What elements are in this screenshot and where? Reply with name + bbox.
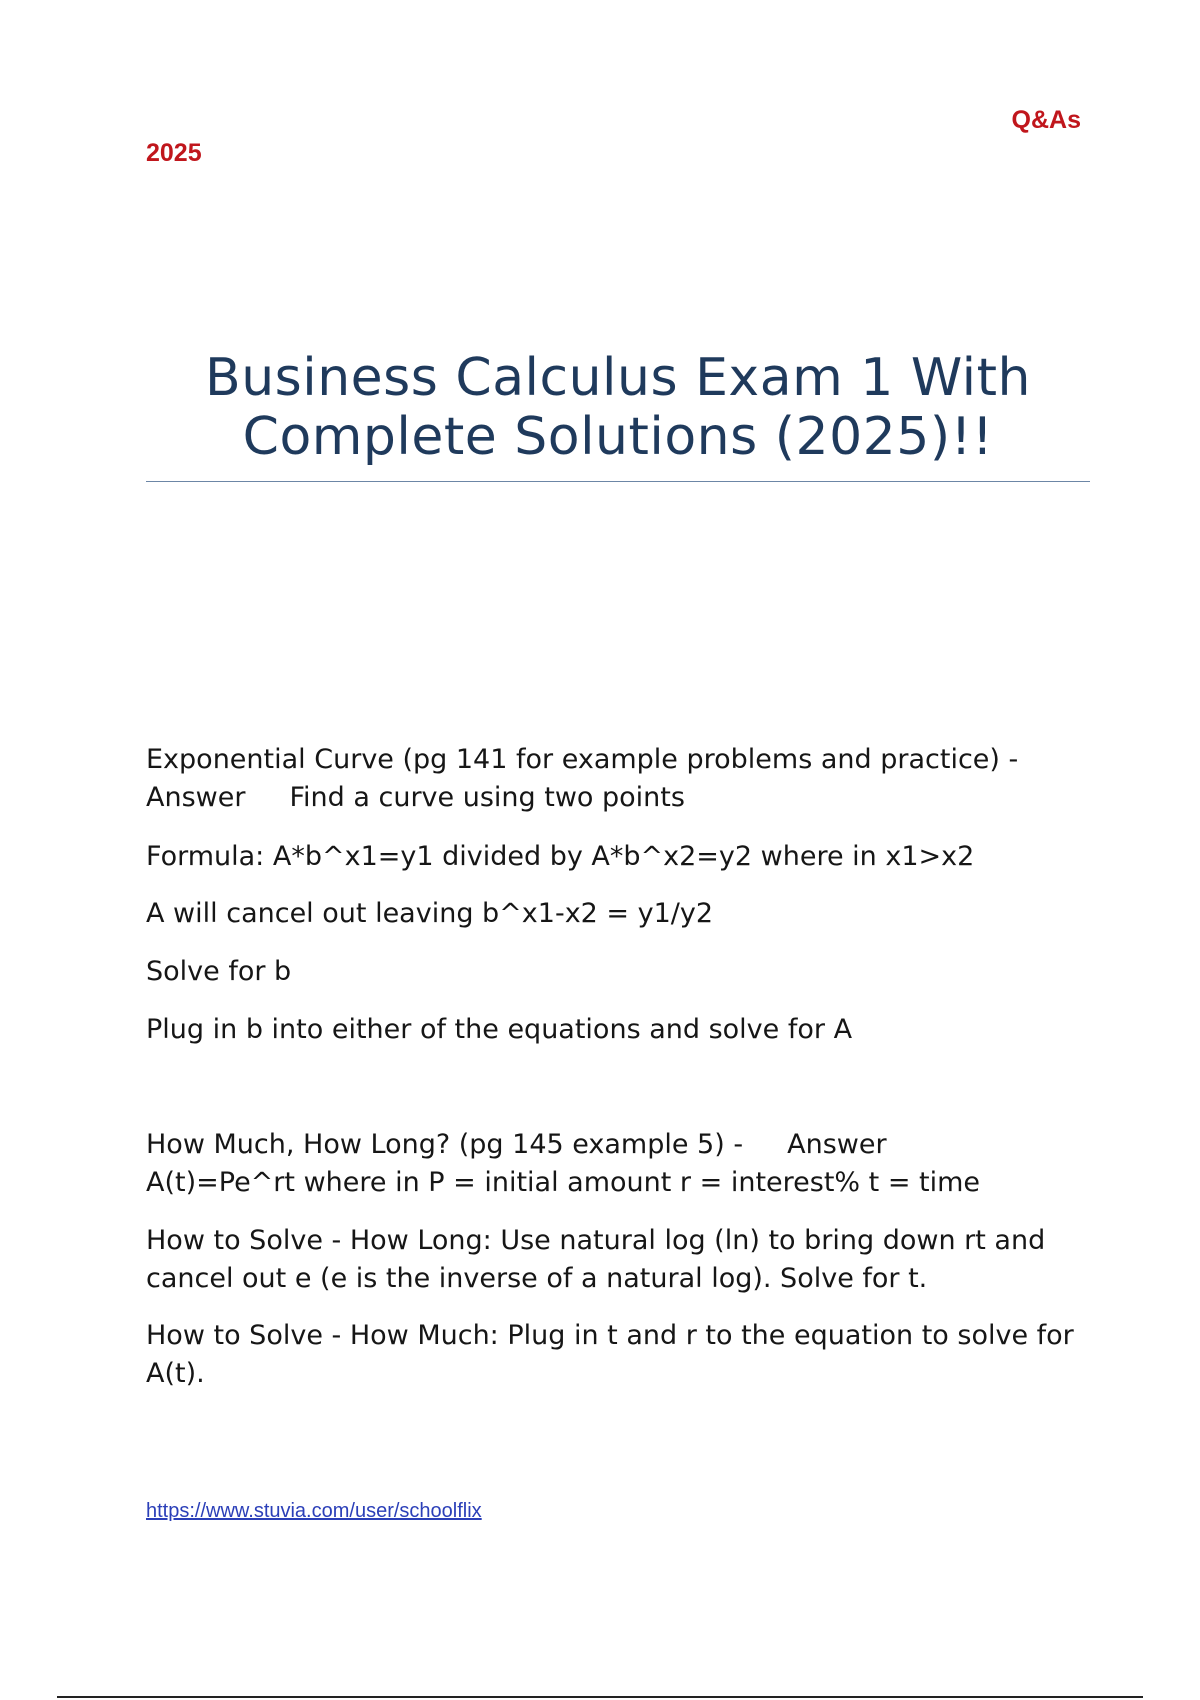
question-text: Exponential Curve (pg 141 for example problems and practice) - xyxy=(146,744,1019,775)
question-text: How Much, How Long? (pg 145 example 5) - xyxy=(146,1129,744,1160)
answer-detail-line: Plug in b into either of the equations and solve for A xyxy=(146,1014,853,1045)
qa-block-1 xyxy=(146,741,1090,817)
header-tag-qas: Q&As xyxy=(1011,106,1081,134)
answer-detail-line: How to Solve - How Long: Use natural log (ln) to bring down rt and cancel out e (e is the inverse of a natural log). Solve for t. xyxy=(146,1225,1054,1294)
answer-line xyxy=(146,779,1090,817)
title-divider xyxy=(146,481,1090,482)
answer-label: Answer xyxy=(787,1129,887,1160)
source-link[interactable]: https://www.stuvia.com/user/schoolflix xyxy=(146,1500,482,1522)
answer-text: A(t)=Pe^rt where in P = initial amount r = interest% t = time xyxy=(146,1167,981,1198)
answer-label: Answer xyxy=(146,782,246,813)
question-line xyxy=(146,1126,1090,1164)
answer-detail-line: How to Solve - How Much: Plug in t and r to the equation to solve for A(t). xyxy=(146,1320,1083,1389)
answer-text: Find a curve using two points xyxy=(289,782,685,813)
document-title xyxy=(146,349,1090,467)
footer-divider xyxy=(57,1696,1143,1698)
qa-block-2 xyxy=(146,1126,1090,1202)
answer-detail-line: A will cancel out leaving b^x1-x2 = y1/y2 xyxy=(146,898,714,929)
title-line-1: Business Calculus Exam 1 With xyxy=(205,348,1031,408)
answer-detail-line: Formula: A*b^x1=y1 divided by A*b^x2=y2 where in x1>x2 xyxy=(146,841,975,872)
header-tag-year: 2025 xyxy=(146,139,202,167)
title-line-2: Complete Solutions (2025)!! xyxy=(242,407,994,467)
answer-detail-line: Solve for b xyxy=(146,956,292,987)
